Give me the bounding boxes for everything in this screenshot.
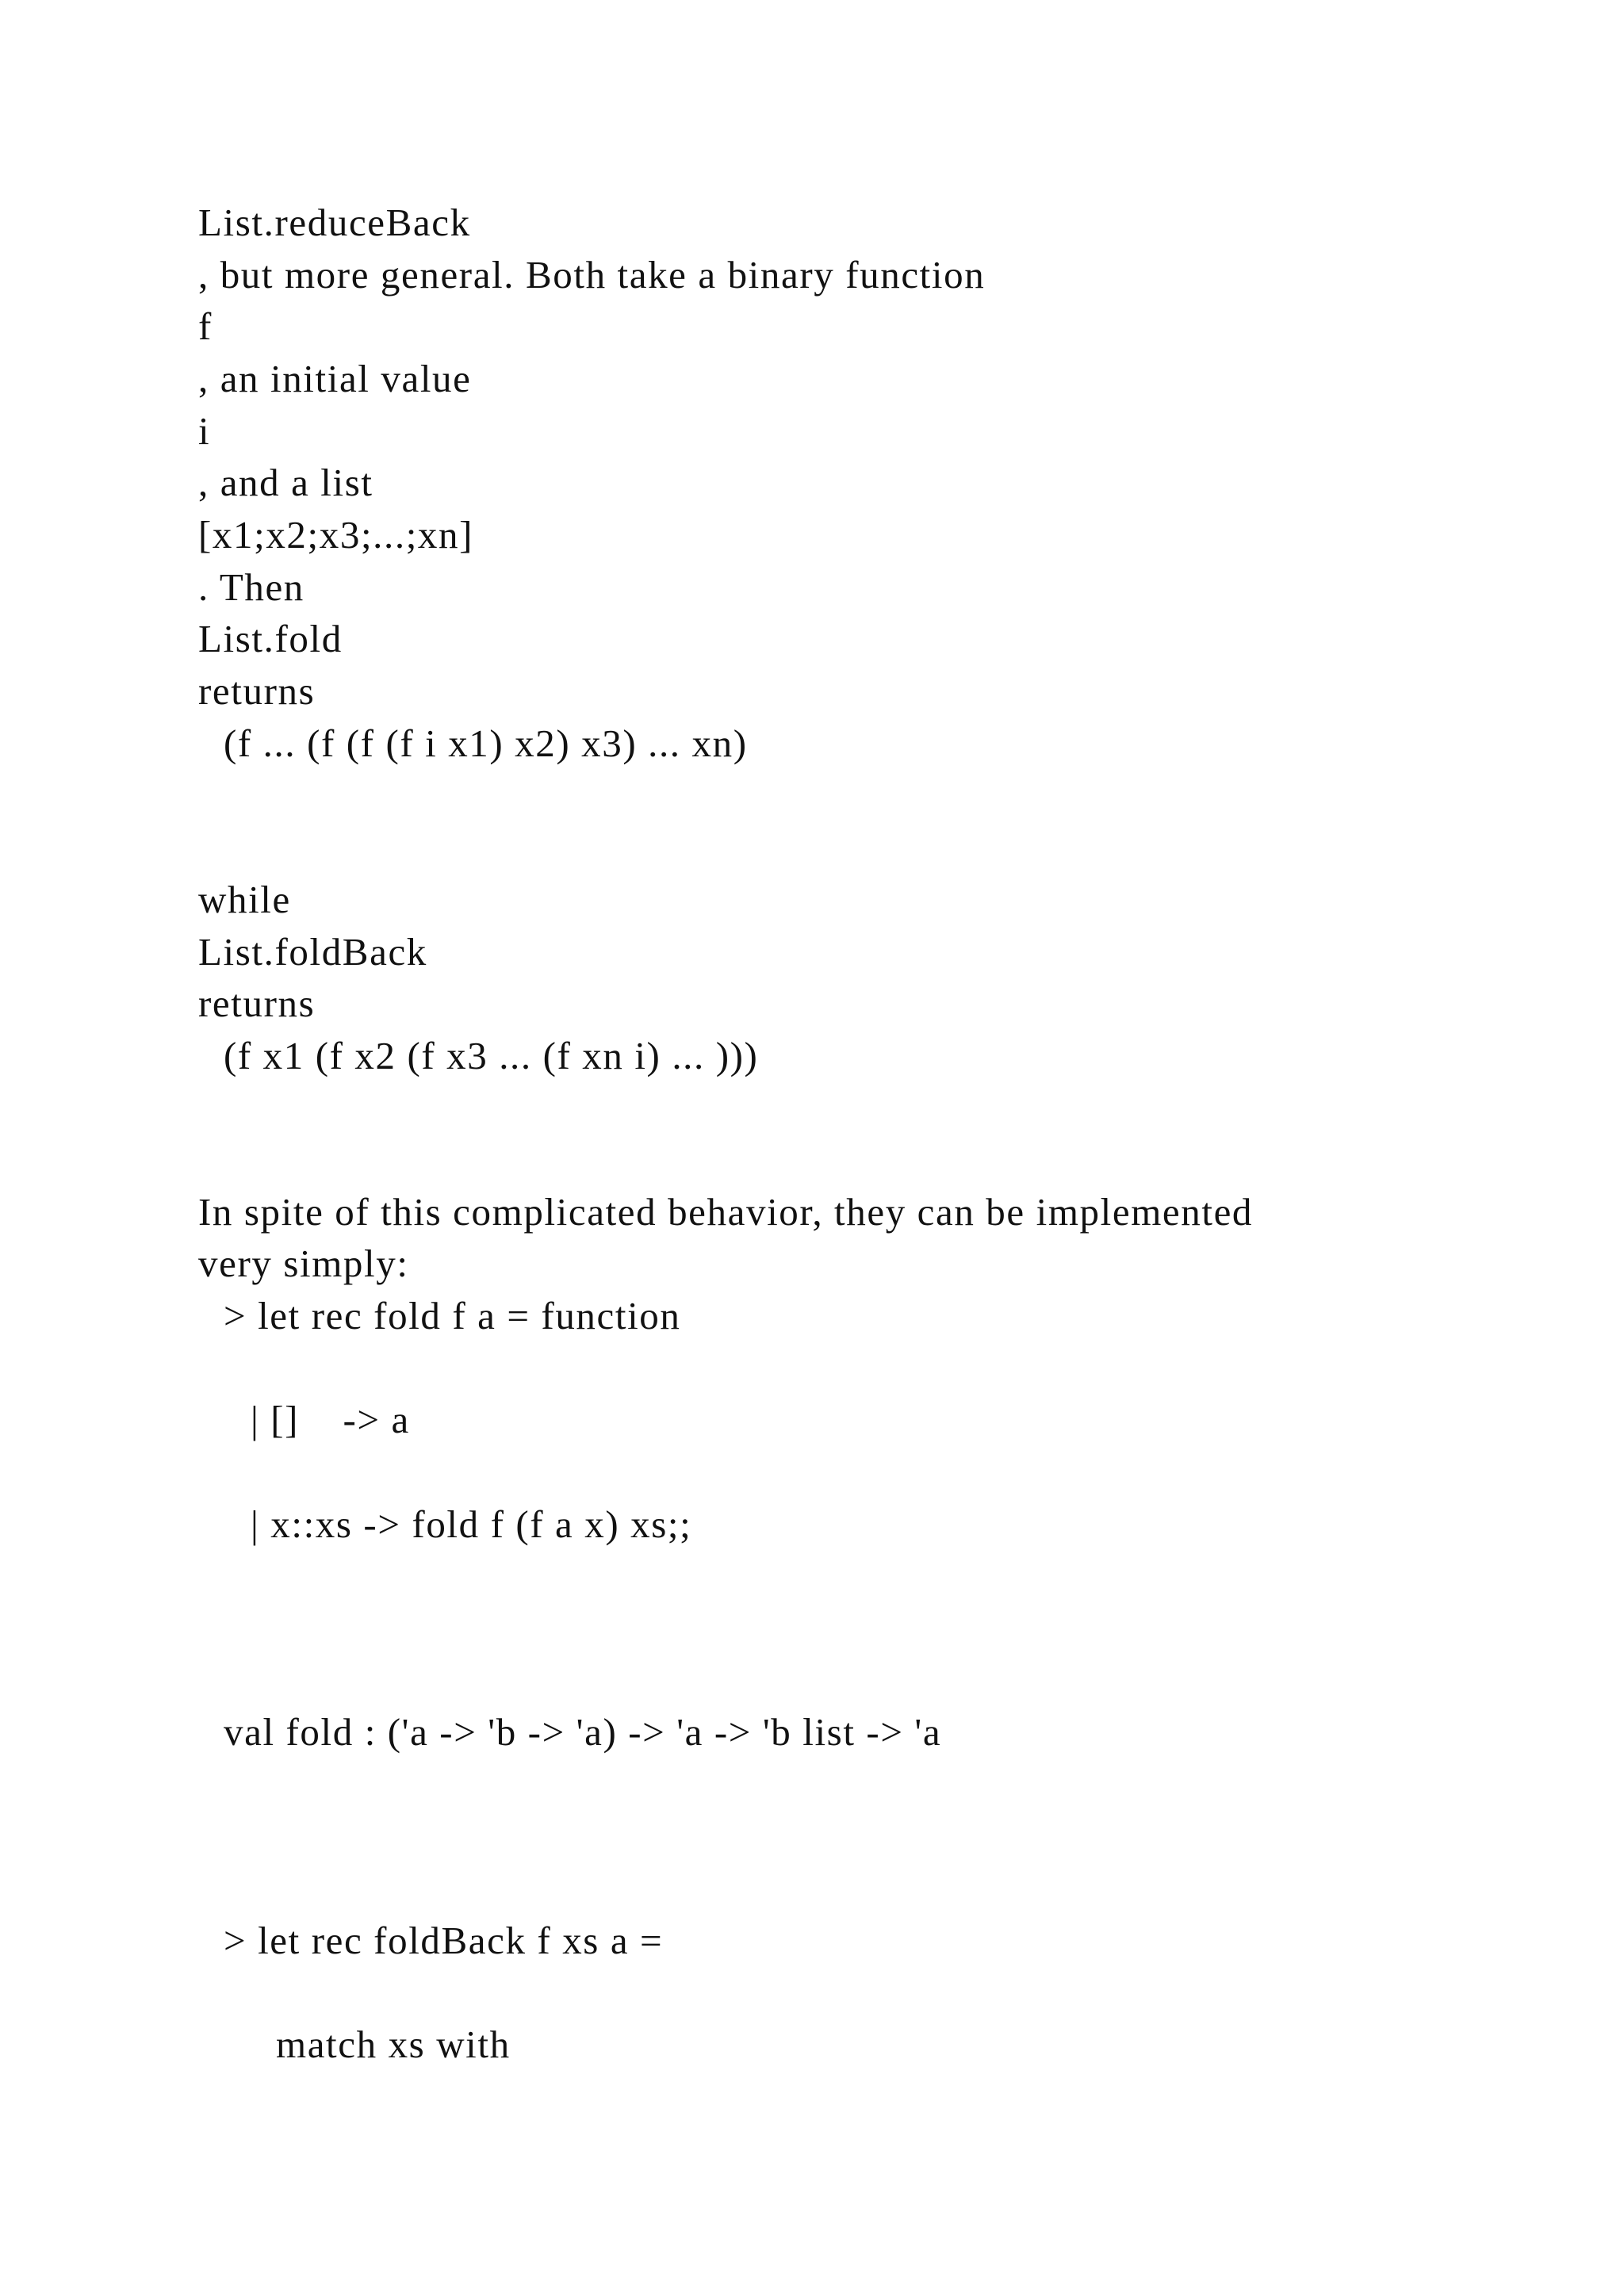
text-line: very simply: bbox=[198, 1242, 409, 1285]
code-line: (f ... (f (f (f i x1) x2) x3) ... xn) bbox=[224, 721, 748, 765]
text-line: [x1;x2;x3;...;xn] bbox=[198, 513, 474, 557]
text-line: , an initial value bbox=[198, 357, 472, 400]
text-line: List.fold bbox=[198, 617, 343, 660]
text-line: , but more general. Both take a binary function bbox=[198, 253, 986, 297]
text-line: returns bbox=[198, 982, 316, 1025]
code-line: (f x1 (f x2 (f x3 ... (f xn i) ... ))) bbox=[224, 1034, 759, 1077]
code-line: | x::xs -> fold f (f a x) xs;; bbox=[251, 1502, 692, 1546]
text-line: In spite of this complicated behavior, they can be implemented bbox=[198, 1190, 1254, 1234]
text-line: i bbox=[198, 409, 211, 453]
code-line: val fold : ('a -> 'b -> 'a) -> 'a -> 'b list -> 'a bbox=[224, 1710, 942, 1754]
code-line: > let rec foldBack f xs a = bbox=[224, 1919, 664, 1962]
code-line: > let rec fold f a = function bbox=[224, 1294, 681, 1337]
text-line: f bbox=[198, 304, 213, 348]
code-line: | [] -> a bbox=[251, 1398, 410, 1441]
text-line: List.foldBack bbox=[198, 930, 427, 974]
text-line: , and a list bbox=[198, 461, 373, 504]
text-line: returns bbox=[198, 669, 316, 713]
text-line: while bbox=[198, 878, 291, 921]
text-line: List.reduceBack bbox=[198, 201, 471, 244]
text-line: . Then bbox=[198, 565, 304, 609]
code-line: match xs with bbox=[276, 2022, 511, 2066]
